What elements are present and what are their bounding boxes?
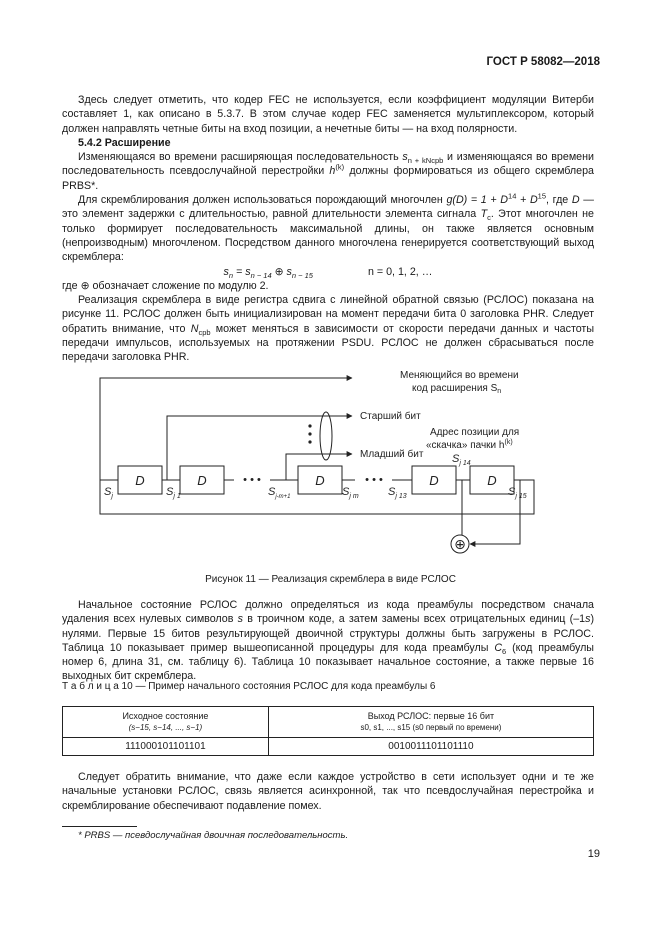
table-header-cell: Исходное состояние (s−15, s−14, ..., s−1) — [63, 707, 269, 738]
label-address-1: Адрес позиции для — [430, 427, 520, 438]
label-spreading-code: Меняющийся во времени — [400, 370, 519, 381]
ellipsis-dots: • • • — [365, 474, 383, 486]
paragraph-fec-note: Здесь следует отметить, что кодер FEC не используется, если коэффициент модуляции Витерби составляет 1, как описано в 5.3.7. В этом случае кодер FEC заменяется мультиплексором, который должен направлять четные биты на вход позиции, а нечетные биты — на вход полярности. — [62, 94, 594, 135]
svg-text:Sj m: $S_{j m}$ — [342, 486, 359, 500]
block-label: D — [315, 473, 325, 488]
paragraph-xor-note: где ⊕ обозначает сложение по модулю 2. — [62, 279, 269, 292]
paragraph-spreading: Изменяющаяся во времени расширяющая последовательность $s_{n + kNcpb}$ и изменяющаяся во времени последовательность псевдослучайной перестройки $h^{(k)}$ должны формироваться из общего скремблера PRBS*. — [62, 151, 595, 192]
svg-text:Sj 13: $S_{j 13}$ — [388, 486, 407, 500]
svg-text:Sj-m+1: $S_{j-m+1}$ — [268, 486, 291, 500]
figure-caption: Рисунок 11 — Реализация скремблера в виде РСЛОС — [205, 574, 456, 585]
document-code: ГОСТ Р 58082—2018 — [486, 56, 600, 68]
svg-text:Sj 14: $S_{j 14}$ — [452, 453, 471, 467]
label-msb: Старший бит — [360, 411, 421, 422]
table-cell: 0010011101101110 — [268, 738, 593, 756]
block-label: D — [429, 473, 439, 488]
s-label: S — [452, 453, 460, 465]
table-header-cell: Выход РСЛОС: первые 16 бит s0, s1, ..., s15 (s0 первый по времени) — [268, 707, 593, 738]
label-address-2: «скачка» пачки $h^{(k)}$ — [426, 439, 513, 451]
svg-text:Sj 15: $S_{j 15}$ — [508, 486, 527, 500]
section-heading: 5.4.2 Расширение — [78, 136, 171, 149]
table-cell: 111000101101101 — [63, 738, 269, 756]
lfsr-table — [62, 706, 594, 756]
footnote: * PRBS — псевдослучайная двоичная последовательность. — [78, 830, 349, 841]
text-block-top — [62, 93, 594, 365]
s-label: S — [268, 486, 276, 498]
s-label: S — [342, 486, 350, 498]
block-label: D — [135, 473, 145, 488]
paragraph-polynomial: Для скремблирования должен использоваться порождающий многочлен $g(D) = 1 + D^{14} + D^{15}$, где D — это элемент задержки с длительностью, равной длительности элемента сигнала $T_c$. Этот многочлен не только формирует последовательность максимальной длины, он также является основным (непроизводным) многочленом. Посредством данного многочлена генерируется соответствующий выход скремблера: — [62, 191, 594, 264]
ellipsis-dots: • • • — [243, 474, 261, 486]
footnote-divider — [62, 826, 137, 827]
s-label: S — [508, 486, 516, 498]
paragraph-async: Следует обратить внимание, что даже если каждое устройство в сети использует одни и те же начальные установки РСЛОС, связь является асинхронной, так что псевдослучайная перестройка и скремблирование обеспечивают подавление помех. — [62, 771, 594, 812]
text-block-middle — [62, 598, 594, 684]
paragraph-lfsr: Реализация скремблера в виде регистра сдвига с линейной обратной связью (РСЛОС) показана на рисунке 11. РСЛОС должен быть инициализирован на момент передачи бита 0 заголовка PHR. Следует обратить внимание, что $N_{cpb}$ может меняться в зависимости от скорости передачи данных и частоты передачи импульсов, используемых на протяжении PSDU. РСЛОС не должен сбрасываться после передачи заголовка PHR. — [62, 294, 594, 364]
block-label: D — [197, 473, 207, 488]
table-header-row — [63, 707, 594, 738]
text-block-bottom — [62, 770, 594, 813]
s-label: S — [388, 486, 396, 498]
svg-text:Sj: $S_j$ — [104, 486, 113, 500]
s-label: S — [166, 486, 174, 498]
svg-text:Sj 1: $S_{j 1}$ — [166, 486, 181, 500]
s-label: S — [104, 486, 112, 498]
label-spreading-code-line2: код расширения $S_n$ — [412, 383, 502, 395]
scrambler-formula: $s_n = s_{n - 14}$ ⊕ $s_{n - 15}$ n = 0, 1, 2, … — [223, 265, 433, 280]
paragraph-initial-state: Начальное состояние РСЛОС должно определяться из кода преамбулы посредством сначала удаления всех нулевых символов s в троичном коде, а затем замены всех отрицательных единиц (–1s) нулями. Первые 15 битов результирующей двоичной структуры должны быть загружены в РСЛОС. Таблица 10 показывает пример вышеописанной процедуры для кода преамбулы $C_6$ (код преамбулы номер 6, длина 31, см. таблицу 6). Таблица 10 показывает начальное состояние, а также первые 16 выходных бит скремблера. — [62, 599, 594, 683]
label-lsb: Младший бит — [360, 449, 424, 460]
lfsr-diagram — [0, 368, 661, 568]
block-label: D — [487, 473, 497, 488]
page-number: 19 — [587, 848, 600, 860]
table-title: Т а б л и ц а 10 — Пример начального состояния РСЛОС для кода преамбулы 6 — [62, 681, 436, 692]
table-row — [63, 738, 594, 756]
xor-symbol: ⊕ — [454, 536, 466, 552]
